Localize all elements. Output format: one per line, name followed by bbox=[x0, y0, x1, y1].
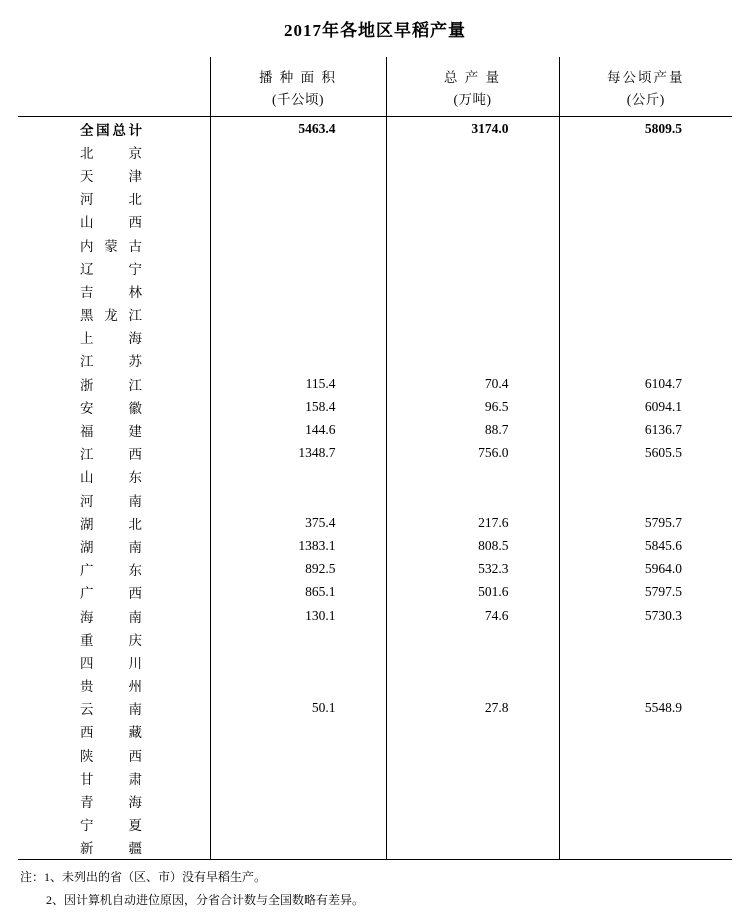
cell-yield-per-hectare bbox=[559, 766, 732, 789]
cell-sown-area: 865.1 bbox=[210, 581, 386, 604]
cell-sown-area bbox=[210, 303, 386, 326]
cell-total-output bbox=[386, 256, 559, 279]
cell-region bbox=[18, 558, 210, 581]
cell-sown-area: 1383.1 bbox=[210, 534, 386, 557]
cell-region bbox=[18, 442, 210, 465]
page-title: 2017年各地区早稻产量 bbox=[284, 21, 466, 40]
cell-region bbox=[18, 140, 210, 163]
region-label: 海 南 bbox=[80, 609, 142, 625]
cell-yield-per-hectare: 6094.1 bbox=[559, 395, 732, 418]
region-label: 内 蒙 古 bbox=[80, 238, 142, 254]
cell-yield-per-hectare bbox=[559, 743, 732, 766]
cell-yield-per-hectare: 6104.7 bbox=[559, 372, 732, 395]
region-label: 湖 北 bbox=[80, 516, 142, 532]
cell-total-output: 27.8 bbox=[386, 697, 559, 720]
table-row bbox=[18, 442, 732, 465]
cell-sown-area bbox=[210, 743, 386, 766]
cell-sown-area bbox=[210, 674, 386, 697]
cell-total-output: 532.3 bbox=[386, 558, 559, 581]
cell-total-output: 756.0 bbox=[386, 442, 559, 465]
table-body bbox=[18, 117, 732, 860]
cell-sown-area: 375.4 bbox=[210, 511, 386, 534]
region-label: 黑 龙 江 bbox=[80, 308, 142, 324]
cell-sown-area: 50.1 bbox=[210, 697, 386, 720]
table-header bbox=[18, 57, 732, 117]
table-row bbox=[18, 395, 732, 418]
cell-total-output bbox=[386, 187, 559, 210]
cell-total-output bbox=[386, 720, 559, 743]
cell-yield-per-hectare: 5797.5 bbox=[559, 581, 732, 604]
cell-total-output bbox=[386, 743, 559, 766]
cell-yield-per-hectare bbox=[559, 349, 732, 372]
table-row bbox=[18, 187, 732, 210]
region-label: 浙 江 bbox=[80, 377, 142, 393]
table-notes bbox=[18, 860, 732, 912]
region-label: 青 海 bbox=[80, 795, 142, 811]
cell-yield-per-hectare: 5964.0 bbox=[559, 558, 732, 581]
cell-total-output bbox=[386, 789, 559, 812]
table-top-rule bbox=[18, 57, 732, 117]
table-row bbox=[18, 117, 732, 141]
cell-total-output: 96.5 bbox=[386, 395, 559, 418]
cell-total-output bbox=[386, 627, 559, 650]
cell-yield-per-hectare bbox=[559, 303, 732, 326]
table-row bbox=[18, 650, 732, 673]
cell-yield-per-hectare bbox=[559, 163, 732, 186]
region-label: 宁 夏 bbox=[80, 818, 142, 834]
cell-total-output bbox=[386, 140, 559, 163]
table-row bbox=[18, 836, 732, 860]
region-label: 北 京 bbox=[80, 145, 142, 161]
cell-total-output bbox=[386, 279, 559, 302]
cell-yield-per-hectare bbox=[559, 326, 732, 349]
table-row bbox=[18, 279, 732, 302]
region-label: 广 东 bbox=[80, 563, 142, 579]
table-row bbox=[18, 697, 732, 720]
cell-region bbox=[18, 650, 210, 673]
cell-region bbox=[18, 256, 210, 279]
cell-region bbox=[18, 465, 210, 488]
cell-total-output bbox=[386, 650, 559, 673]
cell-yield-per-hectare bbox=[559, 789, 732, 812]
cell-region bbox=[18, 117, 210, 141]
cell-sown-area: 1348.7 bbox=[210, 442, 386, 465]
cell-yield-per-hectare bbox=[559, 187, 732, 210]
cell-yield-per-hectare: 5795.7 bbox=[559, 511, 732, 534]
cell-sown-area bbox=[210, 627, 386, 650]
table-row bbox=[18, 163, 732, 186]
table-row bbox=[18, 813, 732, 836]
cell-sown-area bbox=[210, 233, 386, 256]
table-row bbox=[18, 256, 732, 279]
table-row bbox=[18, 140, 732, 163]
region-label: 福 建 bbox=[80, 424, 142, 440]
region-label: 山 西 bbox=[80, 215, 142, 231]
cell-total-output: 70.4 bbox=[386, 372, 559, 395]
cell-region bbox=[18, 326, 210, 349]
table-row bbox=[18, 326, 732, 349]
column-header-sown-area: 播 种 面 积 (千公顷) bbox=[210, 57, 386, 117]
cell-sown-area: 5463.4 bbox=[210, 117, 386, 141]
cell-yield-per-hectare bbox=[559, 140, 732, 163]
cell-total-output: 74.6 bbox=[386, 604, 559, 627]
cell-sown-area bbox=[210, 465, 386, 488]
cell-region bbox=[18, 349, 210, 372]
region-label: 山 东 bbox=[80, 470, 142, 486]
cell-region bbox=[18, 279, 210, 302]
cell-sown-area bbox=[210, 349, 386, 372]
cell-region bbox=[18, 766, 210, 789]
region-label: 上 海 bbox=[80, 331, 142, 347]
cell-region bbox=[18, 395, 210, 418]
cell-yield-per-hectare bbox=[559, 465, 732, 488]
cell-yield-per-hectare bbox=[559, 488, 732, 511]
region-label: 贵 州 bbox=[80, 679, 142, 695]
region-label: 湖 南 bbox=[80, 539, 142, 555]
cell-sown-area: 130.1 bbox=[210, 604, 386, 627]
cell-total-output: 88.7 bbox=[386, 418, 559, 441]
cell-sown-area: 115.4 bbox=[210, 372, 386, 395]
cell-total-output bbox=[386, 766, 559, 789]
cell-region bbox=[18, 627, 210, 650]
cell-total-output bbox=[386, 674, 559, 697]
table-row bbox=[18, 303, 732, 326]
cell-sown-area bbox=[210, 789, 386, 812]
cell-sown-area bbox=[210, 650, 386, 673]
cell-region bbox=[18, 488, 210, 511]
column-header-yield-per-hectare: 每公顷产量 (公斤) bbox=[559, 57, 732, 117]
table-row bbox=[18, 743, 732, 766]
region-label: 四 川 bbox=[80, 655, 142, 671]
cell-yield-per-hectare bbox=[559, 720, 732, 743]
cell-sown-area bbox=[210, 326, 386, 349]
cell-total-output bbox=[386, 349, 559, 372]
cell-total-output bbox=[386, 326, 559, 349]
cell-sown-area bbox=[210, 720, 386, 743]
cell-total-output: 808.5 bbox=[386, 534, 559, 557]
cell-sown-area bbox=[210, 187, 386, 210]
cell-total-output: 3174.0 bbox=[386, 117, 559, 141]
table-row bbox=[18, 210, 732, 233]
cell-sown-area: 892.5 bbox=[210, 558, 386, 581]
cell-region bbox=[18, 511, 210, 534]
cell-region bbox=[18, 187, 210, 210]
table-row bbox=[18, 349, 732, 372]
region-label: 新 疆 bbox=[80, 841, 142, 857]
cell-sown-area bbox=[210, 163, 386, 186]
note-line-1: 注：1、未列出的省（区、市）没有早稻生产。 bbox=[20, 870, 267, 884]
region-label: 西 藏 bbox=[80, 725, 142, 741]
cell-sown-area bbox=[210, 813, 386, 836]
cell-yield-per-hectare: 5845.6 bbox=[559, 534, 732, 557]
region-label: 江 苏 bbox=[80, 354, 142, 370]
cell-region bbox=[18, 697, 210, 720]
cell-total-output: 501.6 bbox=[386, 581, 559, 604]
cell-total-output bbox=[386, 813, 559, 836]
note-line-2: 2、因计算机自动进位原因，分省合计数与全国数略有差异。 bbox=[46, 892, 365, 907]
cell-region bbox=[18, 303, 210, 326]
cell-yield-per-hectare bbox=[559, 650, 732, 673]
cell-total-output bbox=[386, 465, 559, 488]
cell-region bbox=[18, 789, 210, 812]
cell-region bbox=[18, 604, 210, 627]
cell-yield-per-hectare: 6136.7 bbox=[559, 418, 732, 441]
cell-sown-area: 158.4 bbox=[210, 395, 386, 418]
cell-yield-per-hectare bbox=[559, 279, 732, 302]
cell-region bbox=[18, 233, 210, 256]
cell-total-output bbox=[386, 210, 559, 233]
cell-sown-area bbox=[210, 140, 386, 163]
cell-sown-area bbox=[210, 256, 386, 279]
cell-sown-area: 144.6 bbox=[210, 418, 386, 441]
column-header-total-output: 总 产 量 (万吨) bbox=[386, 57, 559, 117]
cell-yield-per-hectare bbox=[559, 813, 732, 836]
cell-total-output: 217.6 bbox=[386, 511, 559, 534]
cell-sown-area bbox=[210, 766, 386, 789]
cell-yield-per-hectare: 5809.5 bbox=[559, 117, 732, 141]
region-label: 安 徽 bbox=[80, 400, 142, 416]
cell-yield-per-hectare bbox=[559, 256, 732, 279]
cell-region bbox=[18, 534, 210, 557]
cell-sown-area bbox=[210, 488, 386, 511]
cell-yield-per-hectare bbox=[559, 627, 732, 650]
region-label: 陕 西 bbox=[80, 748, 142, 764]
cell-region bbox=[18, 674, 210, 697]
table-row bbox=[18, 465, 732, 488]
early-rice-output-table bbox=[18, 57, 732, 860]
cell-yield-per-hectare: 5605.5 bbox=[559, 442, 732, 465]
cell-region bbox=[18, 418, 210, 441]
cell-total-output bbox=[386, 303, 559, 326]
cell-total-output bbox=[386, 836, 559, 860]
column-header-region bbox=[18, 57, 210, 117]
cell-region bbox=[18, 743, 210, 766]
cell-yield-per-hectare bbox=[559, 210, 732, 233]
cell-sown-area bbox=[210, 210, 386, 233]
region-label: 河 南 bbox=[80, 493, 142, 509]
table-row bbox=[18, 720, 732, 743]
cell-region bbox=[18, 720, 210, 743]
cell-yield-per-hectare bbox=[559, 233, 732, 256]
region-label: 天 津 bbox=[80, 168, 142, 184]
region-label: 河 北 bbox=[80, 192, 142, 208]
cell-total-output bbox=[386, 163, 559, 186]
table-row bbox=[18, 534, 732, 557]
region-label: 全国总计 bbox=[80, 122, 142, 138]
cell-yield-per-hectare: 5730.3 bbox=[559, 604, 732, 627]
table-row bbox=[18, 627, 732, 650]
cell-total-output bbox=[386, 233, 559, 256]
cell-region bbox=[18, 163, 210, 186]
cell-region bbox=[18, 372, 210, 395]
cell-sown-area bbox=[210, 279, 386, 302]
cell-region bbox=[18, 813, 210, 836]
table-row bbox=[18, 581, 732, 604]
region-label: 广 西 bbox=[80, 586, 142, 602]
cell-region bbox=[18, 210, 210, 233]
cell-yield-per-hectare bbox=[559, 836, 732, 860]
region-label: 云 南 bbox=[80, 702, 142, 718]
table-row bbox=[18, 418, 732, 441]
cell-yield-per-hectare bbox=[559, 674, 732, 697]
region-label: 吉 林 bbox=[80, 284, 142, 300]
table-row bbox=[18, 488, 732, 511]
table-row bbox=[18, 372, 732, 395]
cell-yield-per-hectare: 5548.9 bbox=[559, 697, 732, 720]
table-row bbox=[18, 604, 732, 627]
region-label: 重 庆 bbox=[80, 632, 142, 648]
table-row bbox=[18, 766, 732, 789]
cell-sown-area bbox=[210, 836, 386, 860]
region-label: 辽 宁 bbox=[80, 261, 142, 277]
table-row bbox=[18, 511, 732, 534]
table-row bbox=[18, 558, 732, 581]
table-row bbox=[18, 674, 732, 697]
cell-region bbox=[18, 581, 210, 604]
cell-region bbox=[18, 836, 210, 860]
table-row bbox=[18, 233, 732, 256]
cell-total-output bbox=[386, 488, 559, 511]
table-row bbox=[18, 789, 732, 812]
region-label: 江 西 bbox=[80, 447, 142, 463]
region-label: 甘 肃 bbox=[80, 771, 142, 787]
